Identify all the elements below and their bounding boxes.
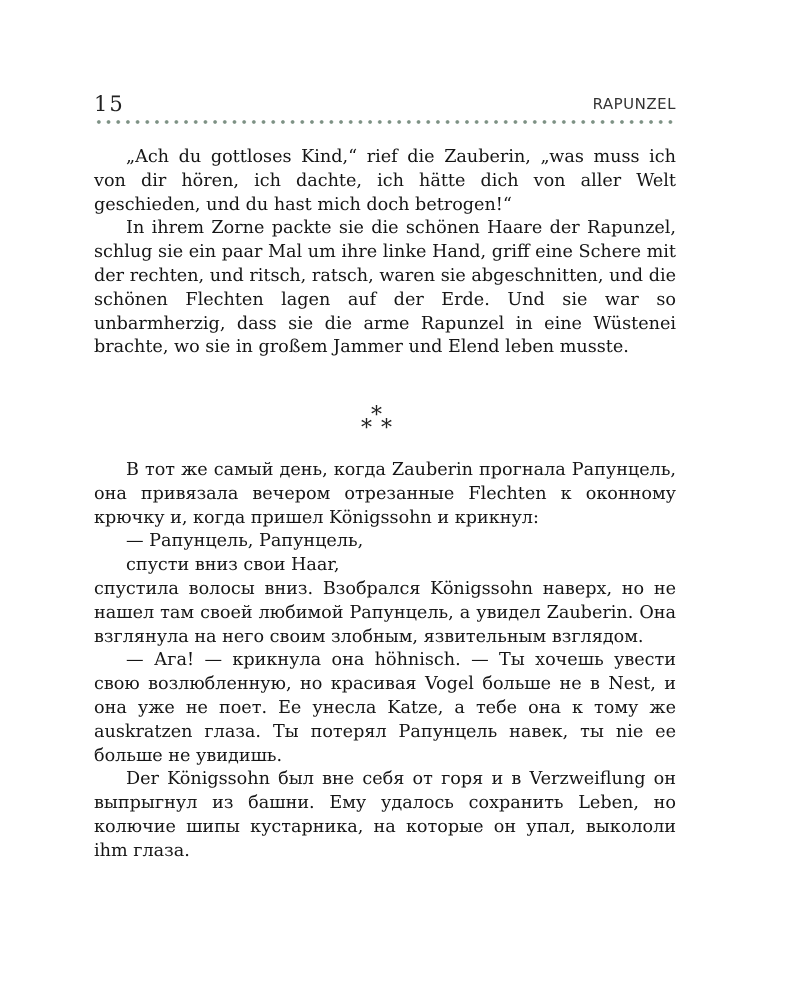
paragraph: спустила волосы вниз. Взобрался Königssohn наверх, но не нашел там своей любимой Рапунцель, а увидел Zauberin. Она взглянула на него своим злобным, язвительным взглядом. (94, 578, 676, 647)
paragraph: In ihrem Zorne packte sie die schönen Haare der Rapunzel, schlug sie ein paar Mal um ihre linke Hand, griff eine Schere mit der rechten, und ritsch, ratsch, waren sie abgeschnitten, und die schönen Flechten lagen auf der Erde. Und sie war so unbarmherzig, dass sie die arme Rapunzel in eine Wüstenei brachte, wo sie in großem Jammer und Elend leben musste. (94, 218, 676, 358)
page-number: 15 (94, 92, 125, 116)
poem-line: спусти вниз свои Haar, (126, 555, 340, 576)
russian-text-block (94, 459, 676, 864)
dotted-header-rule (94, 119, 676, 125)
german-text-block (94, 146, 676, 360)
asterisk: * (371, 403, 382, 428)
running-title: RAPUNZEL (592, 95, 676, 113)
paragraph: — Ага! — крикнула она höhnisch. — Ты хочешь увести свою возлюбленную, но красивая Vogel больше не в Nest, и она уже не поет. Ее унесла Katze, а тебе она к тому же auskratzen глаза. Ты потерял Рапунцель навек, ты nie ее больше не увидишь. (94, 650, 676, 766)
paragraph: Der Königssohn был вне себя от горя и в Verzweiflung он выпрыгнул из башни. Ему удалось сохранить Leben, но колючие шипы кустарника, на которые он упал, выкололи ihm глаза. (94, 769, 676, 861)
asterisk: * (381, 416, 392, 441)
poem-line: — Рапунцель, Рапунцель, (126, 531, 364, 552)
paragraph: В тот же самый день, когда Zauberin прогнала Рапунцель, она привязала вечером отрезанные Flechten к оконному крючку и, когда пришел Königssohn и крикнул: (94, 460, 676, 528)
paragraph: „Ach du gottloses Kind,“ rief die Zauberin, „was muss ich von dir hören, ich dachte, ich hätte dich von aller Welt geschieden, und du hast mich doch betrogen!“ (94, 147, 676, 215)
asterisk: * (361, 416, 372, 441)
asterism-divider (354, 405, 406, 441)
